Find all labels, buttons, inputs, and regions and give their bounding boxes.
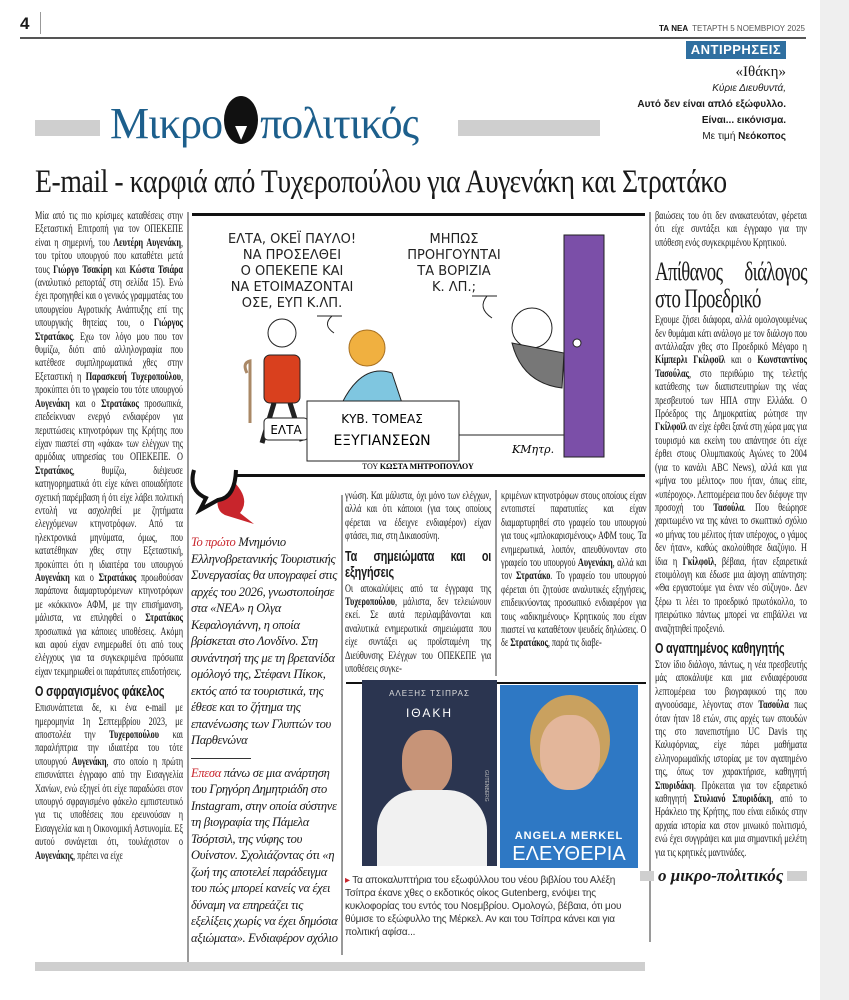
letter-signature (637, 129, 786, 145)
speech-bubble-right (407, 232, 500, 295)
paragraph (501, 490, 646, 651)
subheading: Ο σφραγισμένος φάκελος (35, 683, 165, 701)
paragraph (345, 583, 491, 677)
text-run: γνώση. Και μάλιστα, όχι μόνο των ελέγχων, αλλά και ότι κάποιοι (για τους οποίους φέρεται να έδειχνε ενδιαφέρον) είχαν φτάσει, πια, στη Δικαιοσύνη. (345, 490, 492, 543)
paragraph (655, 210, 807, 250)
book-title: ΕΛΕΥΘΕΡΙΑ (512, 843, 626, 866)
text-run: προσωπικά για κάποιες υποθέσεις. Ακόμη και αφού είχαν ενημερωθεί ότι από τους ελέγχους για τα συγκεκριμένα πρόσωπα είχαν τεκμηριωθεί οι παράτυπες επιδοτήσεις. (35, 625, 183, 678)
bold-name: Αυγενάκη (35, 571, 70, 584)
speech-bubbles-icon (190, 468, 270, 528)
text-run: Στον ίδιο διάλογο, πάντως, η νέα πρεσβευτής μάς αποκάλυψε και μια ενδιαφέρουσα λεπτομέρεια του βιογραφικού της που αγνοούσαμε, λέγοντας στον (655, 658, 807, 712)
text-run: . Το γραφείο του υπουργού φέρεται ότι ζητούσε αναλυτικές εξηγήσεις, επιδεικνύοντας προσωπικό ενδιαφέρον για τους «αδικημένους» Κρητικούς που είχαν πιαστεί να καταθέτουν ψευδείς δηλώσεις. Ο δε (501, 570, 647, 650)
paper-name: ΤΑ ΝΕΑ (658, 24, 689, 33)
text-run: , μάλιστα, δεν τελειώνουν εκεί. Σε αυτά περιλαμβάνονται και αναλυτικά ενημερωτικά σημειώματα που είχε συντάξει ως προϊσταμένη της Διεύθυνσης Ελέγχων του ΟΠΕΚΕΠΕ για υποθέσεις συγκε- (345, 596, 492, 676)
letter-title: «Ιθάκη» (735, 64, 786, 80)
text-run: , παρά τις διαβε- (547, 637, 602, 650)
speech-line: ΜΗΠΩΣ (429, 232, 479, 247)
article-column-4-wrap (495, 490, 646, 676)
text-run: , στο οποίο η πρώτη επισυνάπτει έγγραφο από την Εισαγγελία Χανίων, ενώ εξηγεί ότι είχε παραδώσει στον υπουργό σφραγισμένο φάκελο εμπιστευτικό για τις υποθέσεις που ερευνούσαν η Εισαγγελία και η Οικονομική Αστυνομία. Εξ αυτού συνάγεται ότι, τουλάχιστον ο (35, 755, 183, 849)
bold-name: Κωνσταντίνος Τασούλας (655, 354, 807, 380)
footer (640, 866, 807, 886)
speech-line: ΟΣΕ, ΕΥΠ Κ.ΛΠ. (241, 296, 343, 311)
middle-block (345, 490, 646, 939)
bold-name: Παρασκευή Τυχεροπούλου (85, 370, 181, 383)
text-run: , αλλά και τον (501, 557, 647, 583)
bold-name: Στυλιανό Σπυριδάκη (693, 793, 772, 806)
text-run: (αναλυτικό ρεπορτάζ στη σελίδα 15). Ενώ έχει προηγηθεί και ο γενικός γραμματέας του υπουργείου Αγροτικής Ανάπτυξης επί της υπουργικής θητείας του, ο (35, 277, 183, 330)
letter-salutation: Κύριε Διευθυντά, (712, 83, 786, 94)
text-run: βαιώσεις του ότι δεν ανακατευόταν, φέρεται ότι είχε συντάξει και έγγραφο για την υπόθεση ενός συγκεκριμένου Κρητικού. (655, 210, 807, 249)
paragraph (35, 210, 183, 679)
book-cover-ithaki (362, 680, 497, 866)
bold-name: Στρατάκος (101, 397, 139, 410)
column-masthead (110, 96, 418, 149)
bold-name: Στρατάκος (145, 612, 183, 625)
letter-line: Αυτό δεν είναι απλό εξώφυλλο. (637, 99, 786, 110)
paragraph (35, 702, 183, 863)
bold-name: Γκίλφοϊλ (655, 421, 687, 434)
bold-name: Στρατάκο (516, 570, 551, 583)
text-run: πως όταν ήταν 18 ετών, στις αρχές των σπουδών της στο πανεπιστήμιο UC Davis της Καλιφόρνιας, είχε πάρει μαθήματα ελληνορωμαϊκής ιστορίας με τον αγαπημένο της, όπως τον χαρακτήρισε, καθηγητή (655, 699, 807, 779)
side-note (191, 765, 339, 947)
bold-name: Τυχεροπούλου (345, 596, 395, 609)
issue-date: ΤΕΤΑΡΤΗ 5 ΝΟΕΜΒΡΙΟΥ 2025 (692, 24, 805, 33)
sign-name: Νεόκοπος (738, 131, 786, 142)
bold-name: Τασούλα (713, 501, 744, 514)
bold-name: Στρατάκος (510, 637, 548, 650)
author-portrait (402, 730, 452, 795)
door (564, 235, 604, 457)
cartoonist-signature: ΚΜητρ. (512, 443, 555, 456)
footer-logo: ο μικρο-πολιτικός (658, 866, 784, 886)
cartoon-top-rule (192, 213, 645, 216)
speech-line: ΠΡΟΗΓΟΥΝΤΑΙ (407, 248, 501, 263)
bold-name: Αυγενάκης (35, 849, 74, 862)
letter-line: Είναι... εικόνισμα. (701, 115, 786, 126)
top-rule (20, 37, 806, 39)
silhouette-icon (224, 96, 258, 144)
sign-prefix: Με τιμή (702, 131, 736, 142)
reader-letter (637, 64, 786, 145)
bold-name: Λευτέρη Αυγενάκη (113, 236, 181, 249)
speech-tail (472, 296, 497, 318)
man-at-door (512, 308, 564, 388)
speech-bubble-left (228, 231, 356, 311)
paragraph (655, 314, 807, 636)
article-column-1 (35, 210, 183, 863)
dateline (659, 24, 805, 33)
bold-name: Γιώργος Στρατάκος (35, 317, 183, 343)
divider (40, 12, 41, 34)
bold-name: Κίμπερλι Γκίλφοϊλ (655, 354, 726, 367)
text-run: . Που θεώρησε χαριτωμένο να της κάνει το σκωπτικό σχόλιο «ο μήνας του μέλιτος ήταν υπέροχος, ο γάμος δεν ήταν», καθώς ακολούθησε διαζύγιο. Η ίδια η (655, 501, 807, 568)
bold-name: Αυγενάκη (35, 397, 70, 410)
text-run: , βέβαια, ήταν εξαιρετικά ετοιμόλογη και έδωσε μια άψογη απάντηση: «Θα εργαστούμε για έναν νέο σύζυγο». Δεν ξέρω τι λέει το προεδρικό πρωτόκολλο, το ηπειρώτικο πάντως μπορεί να επιβάλλει να αναζητηθεί προξενιό. (655, 555, 807, 635)
speech-line: Κ. ΛΠ.; (432, 280, 476, 295)
desk-label: ΕΞΥΓΙΑΝΣΕΩΝ (333, 433, 431, 449)
caption-text: Τα αποκαλυπτήρια του εξωφύλλου του νέου βιβλίου του Αλέξη Τσίπρα έκανε χθες ο εκδοτικός οίκος Gutenberg, ενόψει της κυκλοφορίας του εντός του Νοεμβρίου. Ομολογώ, βέβαια, ότι μου θύμισε το εξώφυλλο της Μέρκελ. Αν και του Τσίπρα κάνει και για πολιτική αφίσα... (345, 875, 622, 939)
publisher-mark: GUTENBERG (483, 770, 489, 803)
section-tag: ΑΝΤΙΡΡΗΣΕΙΣ (686, 41, 786, 59)
subheading: Ο αγαπημένος καθηγητής (655, 639, 785, 657)
bold-name: Αυγενάκη (577, 557, 613, 570)
text-run: προωθούσαν παράπονα διαμαρτυρόμενων κτηνοτρόφων με «κόκκινο» ΑΦΜ, με την επισήμανση, μάλιστα, να επιληφθεί ο (35, 571, 183, 625)
text-run: , πρέπει να είχε (73, 849, 123, 862)
footer-bar-right (787, 871, 807, 881)
column-divider (649, 212, 651, 942)
text-run: , του τρίτου υπουργού που καταθέτει μετά τους (35, 236, 183, 276)
photo-caption (345, 874, 646, 939)
cartoon (192, 213, 645, 478)
book-title: ΙΘΑΚΗ (405, 706, 454, 721)
article-column-3-wrap (345, 490, 491, 676)
footer-bar-left (640, 871, 654, 881)
text-run: και ο (69, 397, 102, 410)
bold-name: Αυγενάκη (71, 755, 107, 768)
book-author: ANGELA MERKEL (514, 830, 624, 843)
bold-name: Γιώργο Τσακίρη (53, 263, 112, 276)
author-shirt (377, 790, 487, 866)
subheading: Απίθανος διάλογος στο Προεδρικό (655, 257, 807, 314)
text-run: Εχουμε ζήσει διάφορα, αλλά ομολογουμένως δεν θυμάμαι κάτι ανάλογο με τον διάλογο που αντάλλαξαν χθες στο Προεδρικό Μέγαρο η (655, 314, 807, 354)
headline: E-mail - καρφιά από Τυχεροπούλου για Αυγενάκη και Στρατάκο (35, 164, 727, 200)
masthead-right: πολιτικός (260, 99, 419, 148)
text-run: και ο (69, 571, 99, 584)
middle-columns (345, 490, 646, 676)
article-column-3 (345, 490, 491, 676)
note-lead: Το πρώτο (191, 535, 236, 549)
text-run: και (111, 263, 130, 276)
desk-label: ΚΥΒ. ΤΟΜΕΑΣ (341, 412, 423, 426)
text-run: . Εχω τον λόγο μου που τον θυμίζω, διότι από αλληλογραφία που κατέθεσε συμπληρωματικά χθες στην Εξεταστική η (35, 330, 183, 383)
bold-name: Γκίλφοϊλ (682, 555, 715, 568)
note-divider (191, 758, 251, 759)
book-author: ΑΛΕΞΗΣ ΤΣΙΠΡΑΣ (389, 689, 470, 699)
masthead-left: Μικρο (110, 99, 223, 148)
text-run: , από το Ηράκλειο της Κρήτης, που είναι ειδικός στην αρχαία ιστορία και στον μινωικό πολιτισμό, ενώ έχει συγγράψει και μια σημαντική μελέτη για τις κρητικές μαντινάδες. (655, 793, 807, 859)
column-divider (341, 495, 343, 955)
side-notes (191, 534, 339, 946)
column-divider (187, 212, 189, 962)
book-cover-eleftheria (500, 685, 638, 868)
bold-name: Τασούλα (758, 699, 789, 712)
masthead-bar-right (458, 120, 600, 136)
text-run: , θυμίζω, διέψευσε κατηγορηματικά ότι είχε κάνει οποιαδήποτε σχετική παρέμβαση ή ότι είχε λάβει πολιτική εντολή να ασχοληθεί με ζητήματα ελεγχόμενων κτηνοτρόφων. Από τα ηλεκτρονικά μηνύματα, όμως, που κατατέθηκαν χθες στην Εξεταστική, προκύπτει ότι η ιδιαιτέρα του υπουργού (35, 464, 183, 571)
paragraph (655, 659, 807, 860)
speech-line: ΝΑ ΠΡΟΣΕΛΘΕΙ (242, 248, 342, 263)
cartoon-credit: ΤΟΥ ΚΩΣΤΑ ΜΗΤΡΟΠΟΥΛΟΥ (362, 462, 474, 471)
bold-name: Στρατάκος (35, 464, 73, 477)
note-lead: Επεσα (191, 765, 222, 780)
article-column-5 (655, 210, 807, 860)
text-run: κριμένων κτηνοτρόφων στους οποίους είχαν εντοπιστεί παρατυπίες και είχαν διαμαρτυρηθεί στο γραφείο του υπουργού για τους «μπλοκαρισμένους» ΑΦΜ τους. Τα ενημερωτικά, λοιπόν, απευθύνονταν στο γραφείο του υπουργού (501, 490, 647, 570)
text-run: . Πρόκειται για τον εξαιρετικό καθηγητή (655, 779, 807, 806)
door-knob (573, 339, 581, 347)
right-column (655, 210, 807, 886)
cartoon-drawing (192, 213, 645, 478)
subheading: Τα σημειώματα και οι εξηγήσεις (345, 547, 492, 581)
bottom-bar (35, 962, 645, 971)
side-note (191, 534, 339, 749)
paragraph (345, 490, 491, 544)
article-column-4 (501, 490, 646, 651)
text-run: αν είχε έρθει ξανά στη χώρα μας για τουρισμό και εκείνη του απάντησε ότι είχε έρθει στους Ολυμπιακούς Αγώνες το 2004 (για το κανάλι ABC News), αλλά και για «μήνα του μέλιτος» που ήταν, όπως είπε, «υπέροχος». Λεπτομέρεια που δεν διέφυγε την προσοχή του (655, 421, 807, 514)
book-photos (345, 680, 646, 868)
bold-name: Στρατάκος (98, 571, 137, 584)
text-run: , προκύπτει ότι το γραφείο του τότε υπουργού (35, 370, 183, 397)
note-text: Μνημόνιο Ελληνοβρετανικής Τουριστικής Συνεργασίας θα υπογραφεί στις αρχές του 2026, γνωστοποίησε στα «ΝΕΑ» η Ολγα Κεφαλογιάννη, η οποία βρίσκεται στο Λονδίνο. Στη συνάντησή της με τη βρετανίδα ομόλογό της, Στέφανι Πίκοκ, εκτός από τα τουριστικά, της έθεσε και το ζήτημα της επανένωσης των Γλυπτών του Παρθενώνα (191, 535, 338, 747)
masthead-bar-left (35, 120, 100, 136)
speech-line: Ο ΟΠΕΚΕΠΕ ΚΑΙ (240, 264, 344, 279)
text-run: Επισυνάπτεται δε, κι ένα e-mail με ημερομηνία 1η Σεπτεμβρίου 2023, με αποστολέα την (35, 702, 183, 742)
text-run: Οι αποκαλύψεις από τα έγγραφα της (345, 582, 492, 595)
text-run: προσωπικά, επεδείκνυαν ενεργό ενδιαφέρον για περιπτώσεις κτηνοτρόφων της Κρήτης που είχαν πιαστεί στη «φάκα» των ελέγχων της αρμόδιας υπηρεσίας του ΟΠΕΚΕΠΕ. Ο (35, 397, 183, 464)
article-column-1-wrap (35, 210, 183, 863)
bold-name: Τυχεροπούλου (109, 729, 159, 742)
bag-label: ΕΛΤΑ (270, 423, 302, 437)
author-portrait (540, 715, 600, 790)
bold-name: Σπυριδάκη (655, 779, 694, 792)
bold-name: Κώστα Τσιάρα (129, 263, 183, 276)
speech-line: ΤΑ ΒΟΡΙΖΙΑ (417, 264, 491, 279)
text-run: και ο (725, 354, 758, 367)
text-run: Μία από τις πιο κρίσιμες καταθέσεις στην Εξεταστική Επιτροπή για τον ΟΠΕΚΕΠΕ είναι η σημερινή, του (35, 210, 183, 249)
text-run: , στο περιθώριο της τελετής κατάθεσης των διαπιστευτηρίων της νέας πρεσβευτού των ΗΠΑ στην Ελλάδα. Ο Πρόεδρος της Δημοκρατίας ρώτησε την (655, 367, 807, 421)
caption-marker-icon: ▸ (345, 875, 353, 887)
text-run: και παραλήπτρια την ιδιαιτέρα του τότε υπουργού (35, 729, 183, 768)
speech-line: ΕΛΤΑ, ΟΚΕΪ ΠΑΥΛΟ! (227, 232, 357, 247)
speech-line: ΝΑ ΕΤΟΙΜΑΖΟΝΤΑΙ (230, 280, 354, 295)
note-text: πάνω σε μια ανάρτηση του Γρηγόρη Δημητριάδη στο Instagram, στην οποία σύστηνε τη βιογραφία της Πάμελα Τσόρτσιλ, της νύφης του Ουίνστον. Σχολιάζοντας ότι «η ζωή της αποτελεί παράδειγμα του πώς μπορεί κανείς να έχει δύναμη να επηρεάζει τις εξελίξεις χωρίς να έχει δημόσια αξιώματα». Ενδιαφέρον σχόλιο (191, 765, 338, 945)
page-number: 4 (20, 14, 30, 33)
page-margin (820, 0, 849, 1000)
speech-tail (317, 316, 342, 333)
